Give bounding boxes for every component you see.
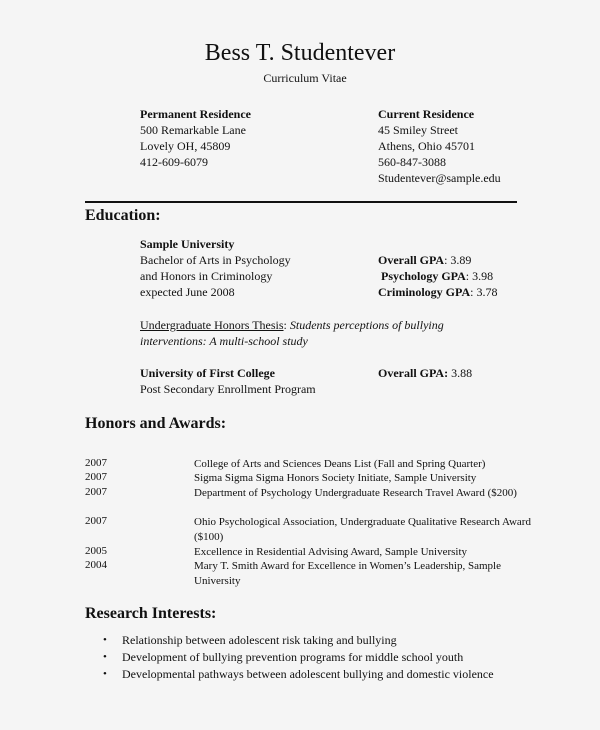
- permanent-phone: 412-609-6079: [140, 155, 208, 169]
- permanent-residence: [140, 106, 251, 170]
- school2-gpa-value: 3.88: [448, 366, 473, 380]
- permanent-heading: Permanent Residence: [140, 107, 251, 121]
- bullet-icon: •: [103, 634, 107, 646]
- award-year: 2007: [85, 515, 107, 527]
- gpa-psychology-label: Psychology GPA: [381, 269, 466, 283]
- current-residence: [378, 106, 501, 186]
- current-phone: 560-847-3088: [378, 155, 446, 169]
- honors-heading: Honors and Awards:: [85, 415, 227, 432]
- school1-expected: expected June 2008: [140, 285, 235, 299]
- school2-gpa-label: Overall GPA:: [378, 366, 449, 380]
- cv-name: Bess T. Studentever: [204, 40, 396, 66]
- award-year: 2007: [85, 471, 107, 483]
- permanent-street: 500 Remarkable Lane: [140, 123, 246, 137]
- thesis-label: Undergraduate Honors Thesis: [140, 318, 284, 332]
- school2-program: Post Secondary Enrollment Program: [140, 382, 316, 396]
- award-year: 2007: [85, 486, 107, 498]
- cv-subtitle: Curriculum Vitae: [263, 71, 347, 85]
- bullet-icon: •: [103, 668, 107, 680]
- gpa-overall-label: Overall GPA: [378, 253, 445, 267]
- thesis-title-line2: interventions: A multi-school study: [140, 334, 308, 348]
- current-city: Athens, Ohio 45701: [378, 139, 475, 153]
- award-year: 2005: [85, 545, 107, 557]
- school2-gpa: [378, 365, 472, 381]
- school1-block: [140, 236, 291, 300]
- school2-block: [140, 365, 316, 397]
- award-year: 2007: [85, 457, 107, 469]
- gpa-overall-value: : 3.89: [444, 253, 472, 267]
- research-item: Developmental pathways between adolescent bullying and domestic violence: [122, 667, 494, 681]
- gpa-criminology-value: : 3.78: [470, 285, 498, 299]
- header-divider: [85, 201, 517, 203]
- gpa-criminology-label: Criminology GPA: [378, 285, 471, 299]
- gpa-psychology-value: : 3.98: [465, 269, 494, 283]
- award-text: Sigma Sigma Sigma Honors Society Initiate, Sample University: [194, 472, 477, 484]
- award-text: Excellence in Residential Advising Award, Sample University: [194, 546, 468, 558]
- school1-degree2: and Honors in Criminology: [140, 269, 273, 283]
- school1-degree1: Bachelor of Arts in Psychology: [140, 253, 291, 267]
- current-heading: Current Residence: [378, 107, 475, 121]
- award-text: College of Arts and Sciences Deans List (Fall and Spring Quarter): [194, 458, 486, 470]
- bullet-icon: •: [103, 651, 107, 663]
- school2-name: University of First College: [140, 366, 275, 380]
- education-heading: Education:: [85, 207, 161, 224]
- thesis-block: [140, 317, 444, 349]
- gpa-criminology: [378, 284, 497, 300]
- award-text: Ohio Psychological Association, Undergraduate Qualitative Research Award ($100): [194, 516, 531, 543]
- award-year: 2004: [85, 559, 107, 571]
- school1-name: Sample University: [140, 237, 235, 251]
- research-item: Relationship between adolescent risk taking and bullying: [122, 633, 397, 647]
- thesis-title-line1: Students perceptions of bullying: [289, 318, 444, 332]
- thesis-sep: :: [283, 318, 290, 332]
- gpa-overall: [378, 252, 497, 268]
- award-text: Mary T. Smith Award for Excellence in Women’s Leadership, Sample University: [194, 560, 501, 587]
- current-street: 45 Smiley Street: [378, 123, 458, 137]
- research-heading: Research Interests:: [85, 605, 217, 622]
- permanent-city: Lovely OH, 45809: [140, 139, 231, 153]
- research-item: Development of bullying prevention programs for middle school youth: [122, 650, 464, 664]
- current-email[interactable]: Studentever@sample.edu: [378, 171, 501, 185]
- gpa-psychology: [378, 268, 497, 284]
- school1-gpas: [378, 252, 497, 300]
- award-text: Department of Psychology Undergraduate Research Travel Award ($200): [194, 487, 517, 499]
